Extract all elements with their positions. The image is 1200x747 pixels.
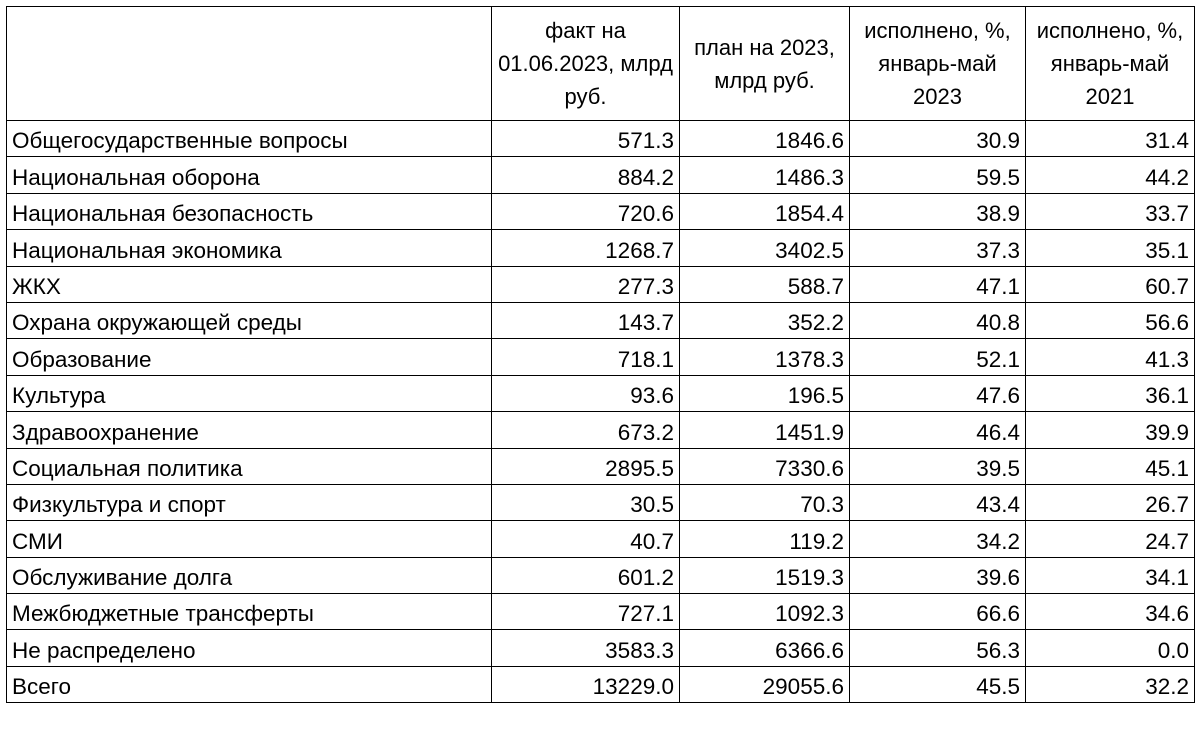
row-pct-2023-value: 47.1: [850, 266, 1026, 302]
row-category: Не распределено: [7, 630, 492, 666]
row-pct-2021-value: 0.0: [1026, 630, 1195, 666]
row-plan-value: 588.7: [680, 266, 850, 302]
row-fact-value: 1268.7: [492, 230, 680, 266]
row-category: Культура: [7, 375, 492, 411]
row-pct-2021-value: 60.7: [1026, 266, 1195, 302]
row-category: Физкультура и спорт: [7, 484, 492, 520]
row-plan-value: 1854.4: [680, 193, 850, 229]
row-category: СМИ: [7, 521, 492, 557]
row-plan-value: 1092.3: [680, 594, 850, 630]
row-plan-value: 352.2: [680, 302, 850, 338]
header-plan: план на 2023, млрд руб.: [680, 7, 850, 121]
row-plan-value: 1846.6: [680, 121, 850, 157]
row-category: Национальная оборона: [7, 157, 492, 193]
header-fact: факт на 01.06.2023, млрд руб.: [492, 7, 680, 121]
row-pct-2023-value: 66.6: [850, 594, 1026, 630]
table-row: [7, 630, 1195, 666]
row-category: Национальная безопасность: [7, 193, 492, 229]
header-category: [7, 7, 492, 121]
row-pct-2021-value: 33.7: [1026, 193, 1195, 229]
row-pct-2021-value: 56.6: [1026, 302, 1195, 338]
table-row: [7, 412, 1195, 448]
row-category: Образование: [7, 339, 492, 375]
table-body: [7, 121, 1195, 703]
row-pct-2023-value: 43.4: [850, 484, 1026, 520]
row-pct-2023-value: 39.5: [850, 448, 1026, 484]
row-fact-value: 718.1: [492, 339, 680, 375]
row-pct-2023-value: 46.4: [850, 412, 1026, 448]
row-plan-value: 119.2: [680, 521, 850, 557]
row-fact-value: 720.6: [492, 193, 680, 229]
row-pct-2021-value: 34.1: [1026, 557, 1195, 593]
row-category: Всего: [7, 666, 492, 702]
row-pct-2023-value: 56.3: [850, 630, 1026, 666]
row-pct-2021-value: 45.1: [1026, 448, 1195, 484]
row-pct-2023-value: 38.9: [850, 193, 1026, 229]
row-fact-value: 3583.3: [492, 630, 680, 666]
row-fact-value: 30.5: [492, 484, 680, 520]
row-category: Общегосударственные вопросы: [7, 121, 492, 157]
row-fact-value: 673.2: [492, 412, 680, 448]
table-row: [7, 157, 1195, 193]
row-pct-2021-value: 26.7: [1026, 484, 1195, 520]
row-fact-value: 601.2: [492, 557, 680, 593]
budget-execution-table: [6, 6, 1195, 703]
row-fact-value: 143.7: [492, 302, 680, 338]
table-row: [7, 448, 1195, 484]
row-plan-value: 7330.6: [680, 448, 850, 484]
row-fact-value: 2895.5: [492, 448, 680, 484]
row-plan-value: 3402.5: [680, 230, 850, 266]
row-plan-value: 1378.3: [680, 339, 850, 375]
table-row: [7, 230, 1195, 266]
row-pct-2021-value: 39.9: [1026, 412, 1195, 448]
row-category: Здравоохранение: [7, 412, 492, 448]
table-row: [7, 484, 1195, 520]
row-pct-2023-value: 59.5: [850, 157, 1026, 193]
row-pct-2021-value: 34.6: [1026, 594, 1195, 630]
row-plan-value: 1451.9: [680, 412, 850, 448]
row-fact-value: 93.6: [492, 375, 680, 411]
row-pct-2023-value: 34.2: [850, 521, 1026, 557]
row-plan-value: 196.5: [680, 375, 850, 411]
row-pct-2021-value: 31.4: [1026, 121, 1195, 157]
row-pct-2023-value: 39.6: [850, 557, 1026, 593]
row-pct-2021-value: 41.3: [1026, 339, 1195, 375]
header-pct-2023: исполнено, %, январь-май 2023: [850, 7, 1026, 121]
table-row: [7, 193, 1195, 229]
row-fact-value: 727.1: [492, 594, 680, 630]
table-header-row: [7, 7, 1195, 121]
row-category: Социальная политика: [7, 448, 492, 484]
row-category: Обслуживание долга: [7, 557, 492, 593]
row-pct-2023-value: 45.5: [850, 666, 1026, 702]
row-plan-value: 1486.3: [680, 157, 850, 193]
table-row: [7, 594, 1195, 630]
table-row: [7, 121, 1195, 157]
row-fact-value: 571.3: [492, 121, 680, 157]
table-row: [7, 521, 1195, 557]
row-pct-2023-value: 52.1: [850, 339, 1026, 375]
row-category: Охрана окружающей среды: [7, 302, 492, 338]
row-plan-value: 29055.6: [680, 666, 850, 702]
row-fact-value: 884.2: [492, 157, 680, 193]
row-pct-2021-value: 36.1: [1026, 375, 1195, 411]
row-pct-2023-value: 30.9: [850, 121, 1026, 157]
row-pct-2021-value: 35.1: [1026, 230, 1195, 266]
row-category: ЖКХ: [7, 266, 492, 302]
table-row: [7, 339, 1195, 375]
table-row: [7, 302, 1195, 338]
table-row: [7, 375, 1195, 411]
row-category: Национальная экономика: [7, 230, 492, 266]
table-row: [7, 666, 1195, 702]
row-fact-value: 40.7: [492, 521, 680, 557]
row-pct-2023-value: 37.3: [850, 230, 1026, 266]
row-pct-2021-value: 44.2: [1026, 157, 1195, 193]
row-plan-value: 1519.3: [680, 557, 850, 593]
row-plan-value: 6366.6: [680, 630, 850, 666]
row-pct-2021-value: 24.7: [1026, 521, 1195, 557]
table-row: [7, 557, 1195, 593]
table-row: [7, 266, 1195, 302]
row-fact-value: 13229.0: [492, 666, 680, 702]
row-category: Межбюджетные трансферты: [7, 594, 492, 630]
row-pct-2021-value: 32.2: [1026, 666, 1195, 702]
row-fact-value: 277.3: [492, 266, 680, 302]
row-plan-value: 70.3: [680, 484, 850, 520]
row-pct-2023-value: 40.8: [850, 302, 1026, 338]
row-pct-2023-value: 47.6: [850, 375, 1026, 411]
header-pct-2021: исполнено, %, январь-май 2021: [1026, 7, 1195, 121]
